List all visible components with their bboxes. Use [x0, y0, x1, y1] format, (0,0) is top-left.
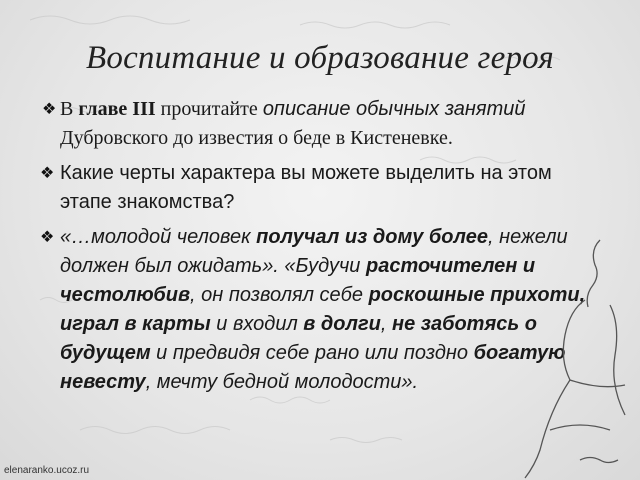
diamond-bullet-icon: ❖	[42, 101, 57, 118]
pushkin-sketch-icon	[490, 230, 640, 480]
slide-title: Воспитание и образование героя	[86, 40, 554, 76]
site-footer: elenaranko.ucoz.ru	[4, 465, 90, 476]
bullet-text: роскошные прихоти, играл в карты	[60, 284, 586, 335]
bullet-text: и входил	[210, 313, 304, 335]
bullet-text: , он позволял себе	[190, 284, 369, 306]
bullet-text: получал из дому более	[256, 226, 488, 248]
bullet-text: Дубровского до известия о беде в Кистеневке.	[60, 127, 453, 149]
bullet-text: не заботясь о будущем	[60, 313, 538, 364]
bullet-text: , мечту бедной молодости».	[145, 371, 419, 393]
bullet-text: главе III	[78, 98, 156, 120]
bullet-text: «…молодой человек	[60, 226, 257, 248]
bullet-text: описание обычных занятий	[262, 98, 526, 120]
diamond-bullet-icon: ❖	[40, 229, 55, 246]
bullet-text: Какие черты характера вы можете выделить на этом этапе знакомства?	[60, 162, 552, 213]
bullet-text: прочитайте	[155, 98, 263, 120]
bullet-text: в долги	[303, 313, 381, 335]
bullet-text: В	[60, 98, 79, 120]
bullet-text: богатую невесту	[60, 342, 566, 393]
diamond-bullet-icon: ❖	[40, 165, 55, 182]
bullet-item	[40, 95, 605, 153]
bullet-item	[40, 159, 605, 217]
bullet-text: и предвидя себе рано или поздно	[150, 342, 474, 364]
bullet-text: , нежели должен был ожидать». «Будучи	[60, 226, 568, 277]
bullet-text: ,	[380, 313, 392, 335]
bullet-text: расточителен и честолюбив	[60, 255, 536, 306]
